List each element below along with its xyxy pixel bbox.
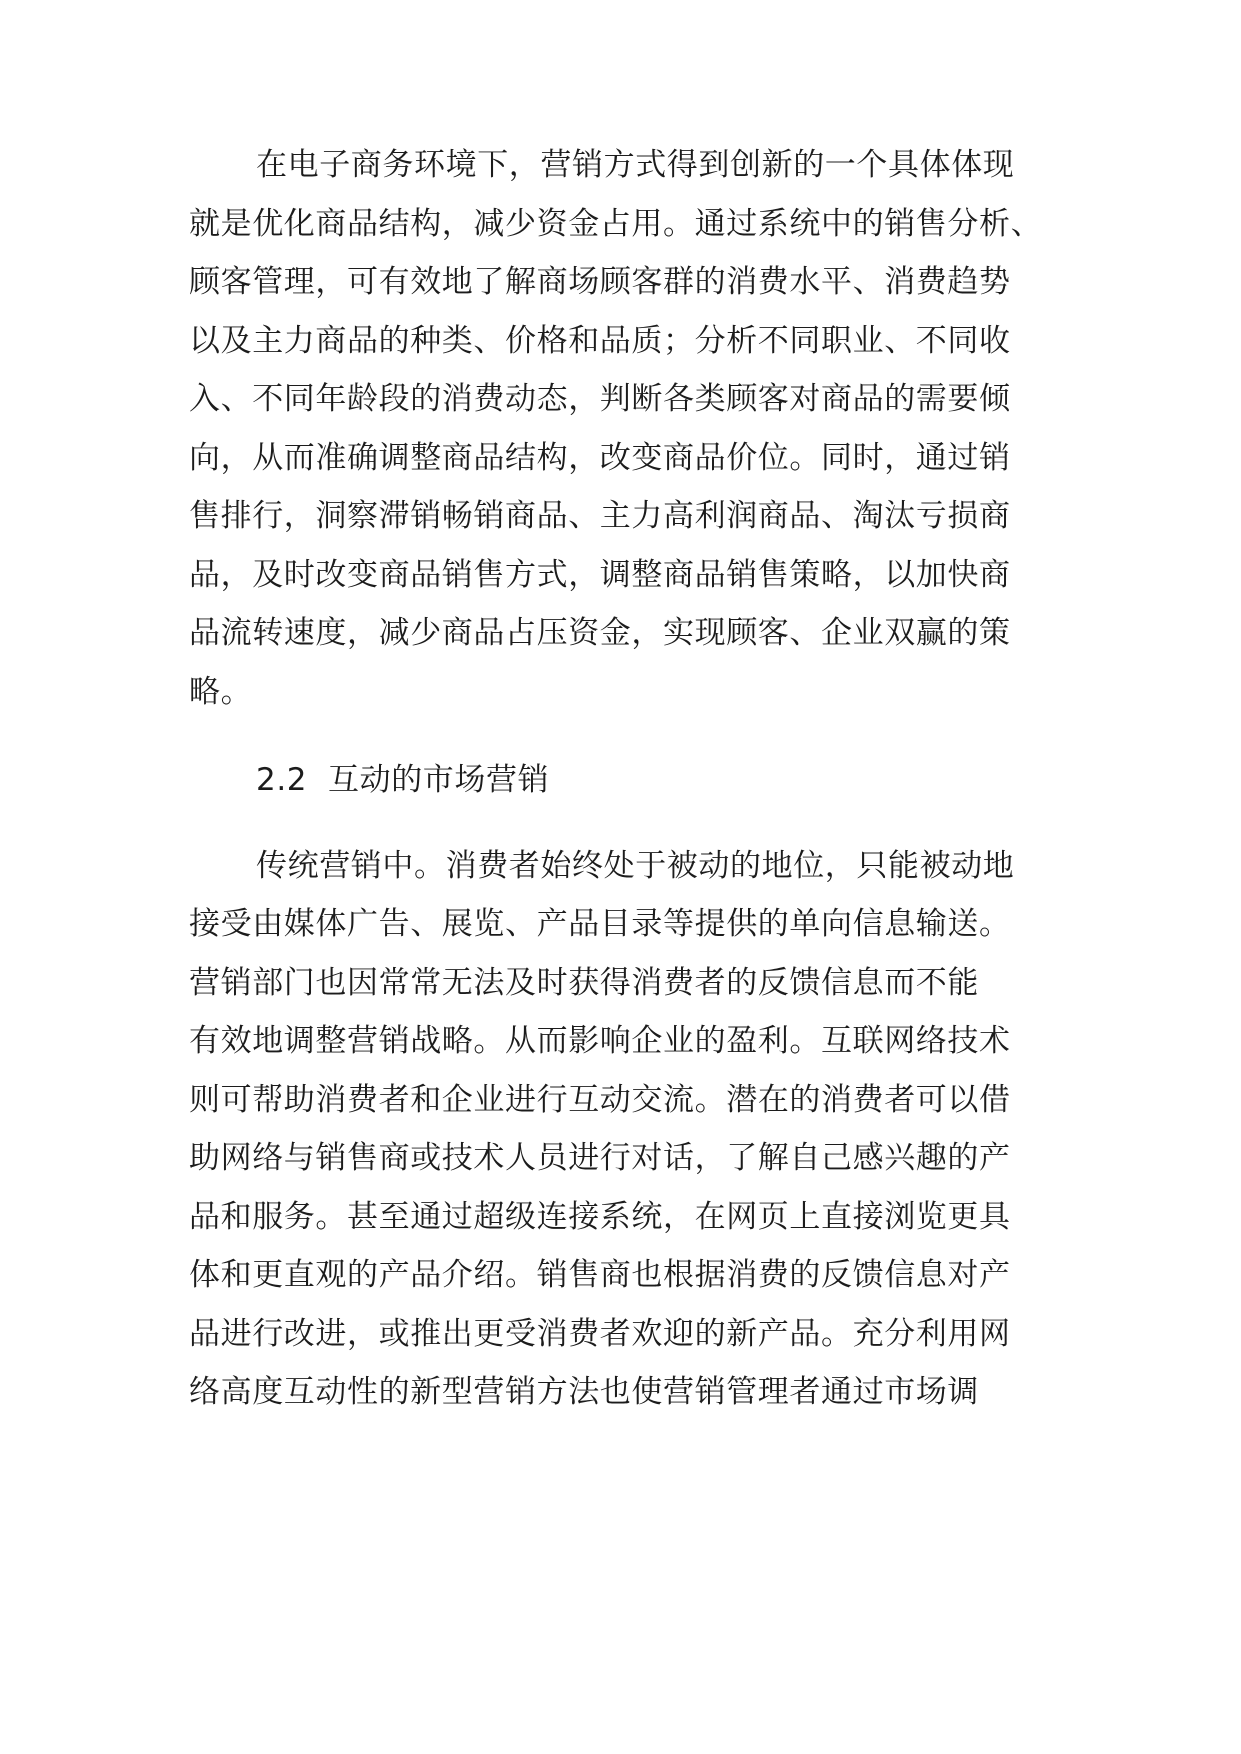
text-line: 顾客管理，可有效地了解商场顾客群的消费水平、消费趋势 <box>189 264 1011 300</box>
text-line: 就是优化商品结构，减少资金占用。通过系统中的销售分析、 <box>189 206 1043 242</box>
text-line: 品，及时改变商品销售方式，调整商品销售策略，以加快商 <box>189 557 1011 593</box>
text-line: 品进行改进，或推出更受消费者欢迎的新产品。充分利用网 <box>189 1316 1011 1352</box>
text-line: 有效地调整营销战略。从而影响企业的盈利。互联网络技术 <box>189 1023 1011 1059</box>
text-line: 在电子商务环境下，营销方式得到创新的一个具体体现 <box>256 147 1015 183</box>
text-line: 品和服务。甚至通过超级连接系统，在网页上直接浏览更具 <box>189 1199 1011 1235</box>
section-heading: 2.2 互动的市场营销 <box>256 762 550 798</box>
text-line: 营销部门也因常常无法及时获得消费者的反馈信息而不能 <box>189 965 979 1001</box>
text-line: 售排行，洞察滞销畅销商品、主力高利润商品、淘汰亏损商 <box>189 498 1011 534</box>
text-line: 接受由媒体广告、展览、产品目录等提供的单向信息输送。 <box>189 906 1011 942</box>
text-line: 络高度互动性的新型营销方法也使营销管理者通过市场调 <box>189 1374 979 1410</box>
text-line: 略。 <box>189 674 253 710</box>
text-line: 入、不同年龄段的消费动态，判断各类顾客对商品的需要倾 <box>189 381 1011 417</box>
text-line: 助网络与销售商或技术人员进行对话，了解自己感兴趣的产 <box>189 1140 1011 1176</box>
text-line: 体和更直观的产品介绍。销售商也根据消费的反馈信息对产 <box>189 1257 1011 1293</box>
text-line: 向，从而准确调整商品结构，改变商品价位。同时，通过销 <box>189 440 1011 476</box>
text-line: 以及主力商品的种类、价格和品质；分析不同职业、不同收 <box>189 323 1011 359</box>
text-line: 传统营销中。消费者始终处于被动的地位，只能被动地 <box>256 848 1015 884</box>
text-line: 则可帮助消费者和企业进行互动交流。潜在的消费者可以借 <box>189 1082 1011 1118</box>
text-line: 品流转速度，减少商品占压资金，实现顾客、企业双赢的策 <box>189 615 1011 651</box>
